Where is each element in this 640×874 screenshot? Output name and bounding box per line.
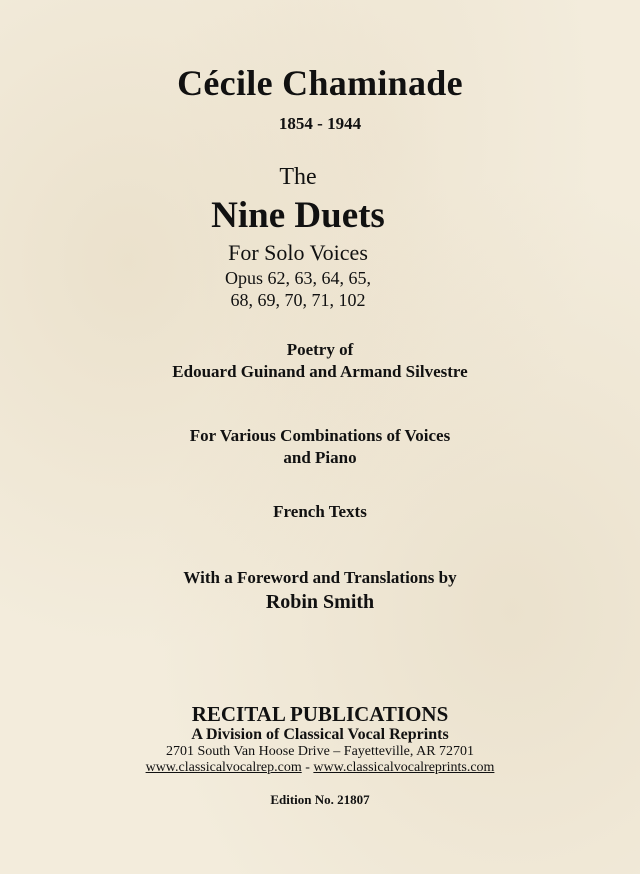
publisher-division: A Division of Classical Vocal Reprints: [191, 726, 449, 743]
poetry-label: Poetry of: [286, 340, 354, 359]
voice-combinations-line2: and Piano: [283, 448, 357, 467]
work-subtitle: For Solo Voices: [228, 240, 368, 265]
voice-combinations-line1: For Various Combinations of Voices: [189, 426, 451, 445]
publisher-name: RECITAL PUBLICATIONS: [191, 702, 449, 726]
composer-name: Cécile Chaminade: [177, 63, 463, 103]
opus-numbers-line2: 68, 69, 70, 71, 102: [230, 290, 366, 310]
composer-dates: 1854 - 1944: [278, 114, 362, 133]
title-prefix: The: [279, 164, 317, 190]
foreword-label: With a Foreword and Translations by: [183, 568, 457, 587]
translator-name: Robin Smith: [265, 591, 375, 613]
url-link-1[interactable]: www.classicalvocalrep.com: [145, 760, 302, 775]
url-link-2[interactable]: www.classicalvocalreprints.com: [313, 760, 495, 775]
url-separator: -: [301, 760, 314, 775]
publisher-urls: [0, 760, 640, 776]
edition-number: Edition No. 21807: [270, 792, 370, 807]
work-title: Nine Duets: [211, 195, 385, 236]
opus-numbers-line1: Opus 62, 63, 64, 65,: [224, 268, 371, 288]
poets-names: Edouard Guinand and Armand Silvestre: [172, 362, 468, 381]
texts-language: French Texts: [273, 502, 367, 521]
publisher-address: 2701 South Van Hoose Drive – Fayetteville, AR 72701: [165, 744, 475, 759]
